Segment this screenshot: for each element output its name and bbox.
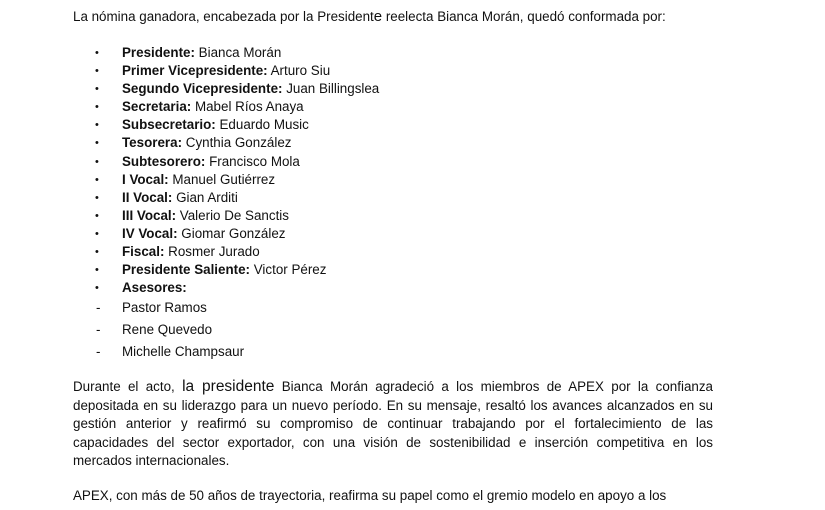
- dash-icon: -: [96, 300, 101, 315]
- officer-item: [95, 225, 379, 243]
- bullet-icon: •: [95, 65, 99, 78]
- officer-role: II Vocal:: [122, 189, 173, 205]
- bullet-icon: •: [95, 173, 99, 186]
- bullet-icon: •: [95, 83, 99, 96]
- officer-item: [95, 243, 379, 261]
- officer-name: Gian Arditi: [172, 189, 238, 205]
- bullet-icon: •: [95, 119, 99, 132]
- officer-name: Mabel Ríos Anaya: [191, 99, 304, 115]
- officer-role: Tesorera:: [122, 135, 183, 151]
- officer-role: Segundo Vicepresidente:: [122, 81, 283, 97]
- intro-text-large-e: e: [373, 8, 383, 25]
- paragraph-ceremony-emphasis: la presidente: [182, 378, 275, 395]
- officer-name: Rosmer Jurado: [164, 244, 260, 260]
- advisor-item: [95, 319, 244, 341]
- intro-sentence: [73, 8, 753, 26]
- intro-text-start: La nómina ganadora, encabezada por la President: [73, 9, 374, 24]
- officer-name: Bianca Morán: [194, 45, 282, 60]
- officer-role: I Vocal:: [122, 171, 169, 187]
- officer-item: [95, 80, 379, 98]
- dash-icon: -: [96, 344, 101, 359]
- bullet-icon: •: [95, 191, 99, 204]
- officer-role: Subsecretario:: [122, 117, 216, 133]
- bullet-icon: •: [95, 155, 99, 168]
- officer-item: [95, 171, 379, 189]
- officer-name: Manuel Gutiérrez: [168, 171, 276, 187]
- advisor-item: [95, 341, 244, 363]
- officer-name: Francisco Mola: [205, 153, 300, 169]
- officer-role: III Vocal:: [122, 207, 177, 223]
- bullet-icon: •: [95, 246, 99, 259]
- officer-name: Juan Billingslea: [282, 81, 380, 97]
- officer-role: Fiscal:: [122, 244, 165, 260]
- officer-role: Presidente:: [122, 45, 195, 60]
- officers-list: [95, 44, 379, 297]
- officer-item: [95, 116, 379, 134]
- officer-name: Valerio De Sanctis: [176, 207, 289, 223]
- paragraph-ceremony: [73, 378, 713, 471]
- advisor-item: [95, 297, 244, 319]
- paragraph-ceremony-start: Durante el acto,: [73, 379, 183, 394]
- officer-role: Secretaria:: [122, 99, 192, 115]
- paragraph-apex: APEX, con más de 50 años de trayectoria, reafirma su papel como el gremio modelo en apoyo a los: [73, 488, 667, 503]
- officer-item: [95, 134, 379, 152]
- bullet-icon: •: [95, 264, 99, 277]
- advisor-name: Rene Quevedo: [122, 322, 213, 337]
- dash-icon: -: [96, 322, 101, 337]
- officer-item: [95, 153, 379, 171]
- officer-role: Primer Vicepresidente:: [122, 63, 268, 79]
- officer-item: [95, 98, 379, 116]
- paragraph-ceremony-rest: Bianca Morán agradeció a los miembros de APEX por la confianza depositada en su liderazgo para un nuevo período. En su mensaje, resaltó los avances alcanzados en su gestión anterior y reafirmó su compromiso de continuar trabajando por el fortalecimiento de las capacidades del sector exportador, con una visión de sostenibilidad e inserción competitiva en los mercados internacionales.: [73, 379, 713, 468]
- bullet-icon: •: [95, 209, 99, 222]
- bullet-icon: •: [95, 137, 99, 150]
- intro-text-end: reelecta Bianca Morán, quedó conformada por:: [382, 9, 666, 24]
- officer-item: [95, 207, 379, 225]
- bullet-icon: •: [95, 227, 99, 240]
- advisor-name: Michelle Champsaur: [122, 344, 245, 359]
- advisor-name: Pastor Ramos: [122, 300, 207, 315]
- officer-role: Subtesorero:: [122, 153, 206, 169]
- officer-item: [95, 279, 379, 297]
- officer-item: [95, 261, 379, 279]
- bullet-icon: •: [95, 47, 99, 59]
- officer-item: [95, 62, 379, 80]
- officer-item: [95, 44, 379, 62]
- officer-role: Presidente Saliente:: [122, 262, 251, 278]
- officer-role: IV Vocal:: [122, 225, 178, 241]
- bullet-icon: •: [95, 101, 99, 114]
- officer-name: Eduardo Music: [215, 117, 309, 133]
- officer-role: Asesores:: [122, 280, 187, 296]
- officer-item: [95, 189, 379, 207]
- officer-name: Cynthia González: [182, 135, 292, 151]
- bullet-icon: •: [95, 282, 99, 295]
- advisors-list: [95, 297, 244, 363]
- officer-name: Giomar González: [177, 225, 286, 241]
- officer-name: Arturo Siu: [267, 63, 331, 79]
- officer-name: Victor Pérez: [250, 262, 327, 278]
